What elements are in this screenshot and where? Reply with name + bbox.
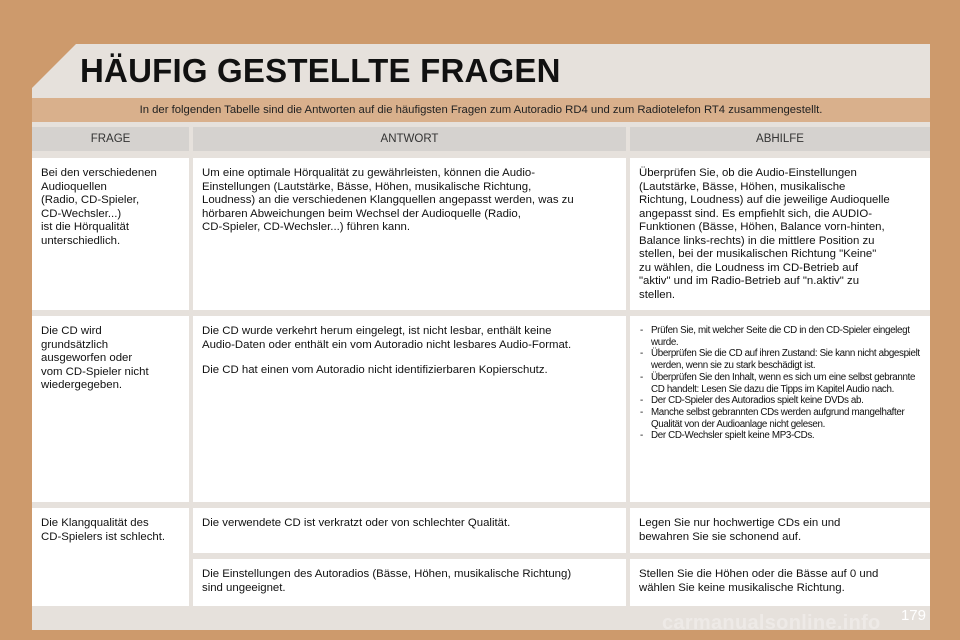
page-title: HÄUFIG GESTELLTE FRAGEN [80, 52, 561, 89]
header-frage: FRAGE [32, 127, 189, 151]
page-number: 179 [900, 607, 926, 624]
list-item: - Überprüfen Sie die CD auf ihren Zustand: Sie kann nicht abgespielt werden, wenn sie zu stark beschädigt ist. [639, 348, 922, 371]
list-item: - Der CD-Wechsler spielt keine MP3-CDs. [639, 430, 922, 442]
row3-abhilfe-a: Legen Sie nur hochwertige CDs ein und bewahren Sie sie schonend auf. [630, 508, 930, 553]
list-item: - Manche selbst gebrannten CDs werden aufgrund mangelhafter Qualität von der Audioanlage nicht gelesen. [639, 407, 922, 430]
row2-abhilfe [630, 316, 930, 502]
row2-frage: Die CD wird grundsätzlich ausgeworfen oder vom CD-Spieler nicht wiedergegeben. [32, 316, 189, 502]
panel-corner-cut [32, 44, 76, 88]
row2-antwort-text-1: Die CD wurde verkehrt herum eingelegt, ist nicht lesbar, enthält keine Audio-Daten oder enthält ein vom Autoradio nicht lesbares Audio-Format. [202, 325, 572, 351]
row1-frage: Bei den verschiedenen Audioquellen (Radio, CD-Spieler, CD-Wechsler...) ist die Hörqualität unterschiedlich. [32, 158, 189, 310]
watermark: carmanualsonline.info [662, 612, 881, 634]
row1-abhilfe: Überprüfen Sie, ob die Audio-Einstellungen (Lautstärke, Bässe, Höhen, musikalische Richtung, Loudness) auf die jeweilige Audioquelle angepasst sind. Es empfiehlt sich, die AUDIO- Funktionen (Bässe, Höhen, Balance vorn-hinten, Balance links-rechts) in die mittlere Position zu stellen, bei der musikalischen Richtung "Keine" zu wählen, die Loudness im CD-Betrieb auf "aktiv" und im Radio-Betrieb auf "n.aktiv" zu stellen. [630, 158, 930, 310]
header-abhilfe: ABHILFE [630, 127, 930, 151]
list-item: - Überprüfen Sie den Inhalt, wenn es sich um eine selbst gebrannte CD handelt: Lesen Sie dazu die Tipps im Kapitel Audio nach. [639, 372, 922, 395]
list-item: - Der CD-Spieler des Autoradios spielt keine DVDs ab. [639, 395, 922, 407]
list-item: - Prüfen Sie, mit welcher Seite die CD in den CD-Spieler eingelegt wurde. [639, 325, 922, 348]
row3-abhilfe-b: Stellen Sie die Höhen oder die Bässe auf 0 und wählen Sie keine musikalische Richtung. [630, 559, 930, 606]
intro-banner: In der folgenden Tabelle sind die Antworten auf die häufigsten Fragen zum Autoradio RD4 und zum Radiotelefon RT4 zusammengestellt. [32, 98, 930, 122]
abhilfe-list [639, 325, 922, 442]
header-antwort: ANTWORT [193, 127, 626, 151]
row3-antwort-a: Die verwendete CD ist verkratzt oder von schlechter Qualität. [193, 508, 626, 553]
row3-frage: Die Klangqualität des CD-Spielers ist schlecht. [32, 508, 189, 606]
row3-antwort-b: Die Einstellungen des Autoradios (Bässe, Höhen, musikalische Richtung) sind ungeeignet. [193, 559, 626, 606]
row2-antwort-text-2: Die CD hat einen vom Autoradio nicht identifizierbaren Kopierschutz. [202, 364, 548, 376]
row1-antwort: Um eine optimale Hörqualität zu gewährleisten, können die Audio- Einstellungen (Lautstärke, Bässe, Höhen, musikalische Richtung, Loudness) an die verschiedenen Klangquellen angepasst werden, was zu hörbaren Abweichungen beim Wechsel der Audioquelle (Radio, CD-Spieler, CD-Wechsler...) führen kann. [193, 158, 626, 310]
row2-antwort [193, 316, 626, 502]
